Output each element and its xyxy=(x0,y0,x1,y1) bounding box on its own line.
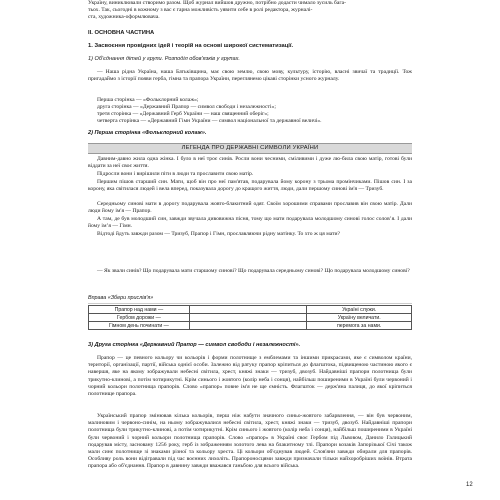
flag-paragraph-1: Прапор — це певного кольору чи кольорів і форми полотнище з емблемами та іншими прикрасами, яке є символом країни, території, організації, партії, війська однієї особи. Залежно від ратуку прапор кріпиться до флагштока, підвищеною частиною якого є навершя, яке на якому зображували небесні світила, хрест, княжі знаки — тризуб, двозуб. Найдавніші прапори полотнища були трикутно-клинові, а потім чотирикутні. Крім синього і жовтого (колір неба і сонця), найбільш поширеними в Україні були червоний і чорний кольори полотнища прапорів. Слово «прапор» повне ім'я не ще ємність. Флагшток — держ'яна палиця, до якої кріпиться полотнище прапора. xyxy=(88,355,412,398)
page-list-item-4: четверта сторінка — «Державний Гімн України — символ національної та державної величі». xyxy=(97,118,322,124)
table-cell-empty xyxy=(189,314,307,322)
table-cell-empty xyxy=(189,322,307,330)
legend-paragraph-4: Середньому синові мати в дорогу подарувала жовто-блакитний одяг. Своїм хорошими справами прославив він свою матір. Дали люди йому ім'я — Прапор. xyxy=(88,201,412,215)
page-list-item-1: Перша сторінка — «Фольклорний колаж»; xyxy=(97,97,199,103)
top-line-2: тьох. Так, сьогодні в кожному з вас є гарна можливість уявити себе в ролі редактора, журналі- xyxy=(88,7,313,13)
table-cell-empty xyxy=(189,306,307,314)
point-1-sub: 1) Об'єднання дітей у групи. Розподіл обов'язків у групах. xyxy=(88,56,240,62)
legend-paragraph-5: А там, де був молодший син, завжди звучала дивовижна пісня, тому що мати подарувала молодшому синові голос соловʼя. І дали йому імʼя — Гімн. xyxy=(88,216,412,230)
top-line-1: Україну, виниклювали створимо разом. Щоб журнал вийшов дружно, потрібно додасти чимало зусиль бага- xyxy=(88,0,346,6)
table-row xyxy=(89,314,412,322)
legend-paragraph-1: Давним-давно жила одна жінка. І було в неї троє синів. Росли вони чесними, сміливими і дуже лю-била свою матір, готові були віддати за неї своє життя. xyxy=(88,156,412,170)
proverb-table xyxy=(88,305,412,330)
point-2-heading: 2) Перша сторінка «Фольклорний колаж». xyxy=(88,130,207,136)
page-list-item-2: друга сторінка — «Державний Прапор — символ свободи і незалежності»; xyxy=(97,104,276,110)
legend-title: ЛЕГЕНДА ПРО ДЕРЖАВНІ СИМВОЛИ УКРАЇНИ xyxy=(181,145,319,151)
table-cell-left: Гербом дорожи — xyxy=(89,314,190,322)
table-row xyxy=(89,322,412,330)
legend-title-bar xyxy=(88,143,412,154)
table-cell-right: Україні служи. xyxy=(307,306,412,314)
table-row xyxy=(89,306,412,314)
section-heading: ІІ. ОСНОВНА ЧАСТИНА xyxy=(88,30,155,36)
legend-paragraph-2: Підросли вони і вирішили піти в люди та прославити свою матір. xyxy=(97,171,254,177)
table-cell-right: перемога за нами. xyxy=(307,322,412,330)
table-cell-right: Україну величати. xyxy=(307,314,412,322)
table-cell-left: Гімном день починати — xyxy=(89,322,190,330)
table-cell-left: Прапор над нами — xyxy=(89,306,190,314)
point-3-heading: 3) Друга сторінка «Державний Прапор — символ свободи і незалежності». xyxy=(88,342,301,348)
top-line-3: ста, художника-оформлювача. xyxy=(88,14,160,20)
exercise-title: Вправа «Збери прислів'я» xyxy=(88,295,412,304)
intro-paragraph: — Наша рідна Україна, наша Батьківщина, має свою землю, свою мову, культуру, історію, власні звичаї та традиції. Тож пригадаймо з історії появи герба, гімна та прапора України, переглянемо цікаві сторінки усного журналу. xyxy=(88,69,412,83)
page-list-item-3: третя сторінка — «Державний Герб України — наш священний оберіг»; xyxy=(97,111,269,117)
question-paragraph: — Як звали синів? Що подарувала мати старшому синові? Що подарувала середньому синові? Що подарувала молодшому синові? xyxy=(97,268,410,274)
flag-paragraph-2: Український прапор змінював кілька кольорів, перш ніж набути значного синьо-жовтого забарвлення, — він був червоним, малиновим і червоно-синім, на ньому зображувалися небесні світила, хрест, княжі знаки — тризуб, двозуб. Найдавніші прапори полотнища були трикутно-клинові, а потім чотирикутні. Крім синього і жовтого (колір неба і сонця), найбільш поширеними в Україні були червоний і чорний кольори полотнища прапорів. Слово «прапор» в Україні своє Гербом під Львовом, Данило Галицький подарував місту, засновану 1256 року, герб із зображенням золотого лева на блакитному тлі. Прапори козаків Запорізької Січі також мали синє полотнище зі знаками різної та кольору хреста. Ці кольори об'єднував людей. Слов'яни завжди обирали для прапорів. Особливу роль вони відігравали під час воєнних лихоліть. Прапороносцями завжди призначали тільки найхоробріших воїнів. Втрата прапора або об'єднання. Прапор в давнину завжди вважався ганьбою для всього війська. xyxy=(88,413,412,470)
page-number: 12 xyxy=(466,482,473,488)
point-1-heading: 1. Засвоєння провідних ідей і теорій на основі широкої систематизації. xyxy=(88,43,294,49)
legend-paragraph-6: Відтоді йдуть завжди разом — Тризуб, Прапор і Гімн, прославляючи рідну матінку. То хто ж ця мати? xyxy=(97,231,340,237)
legend-paragraph-3: Першим пішов старший син. Мати, щоб він про неї пам'ятав, подарувала йому корону з трьома промінчиками. Пішов син. І за корону, яка світилася людей і вела вперед, показувала дорогу до кращого життя, люди, дали першому синові ім'я — Тризуб. xyxy=(88,179,412,193)
